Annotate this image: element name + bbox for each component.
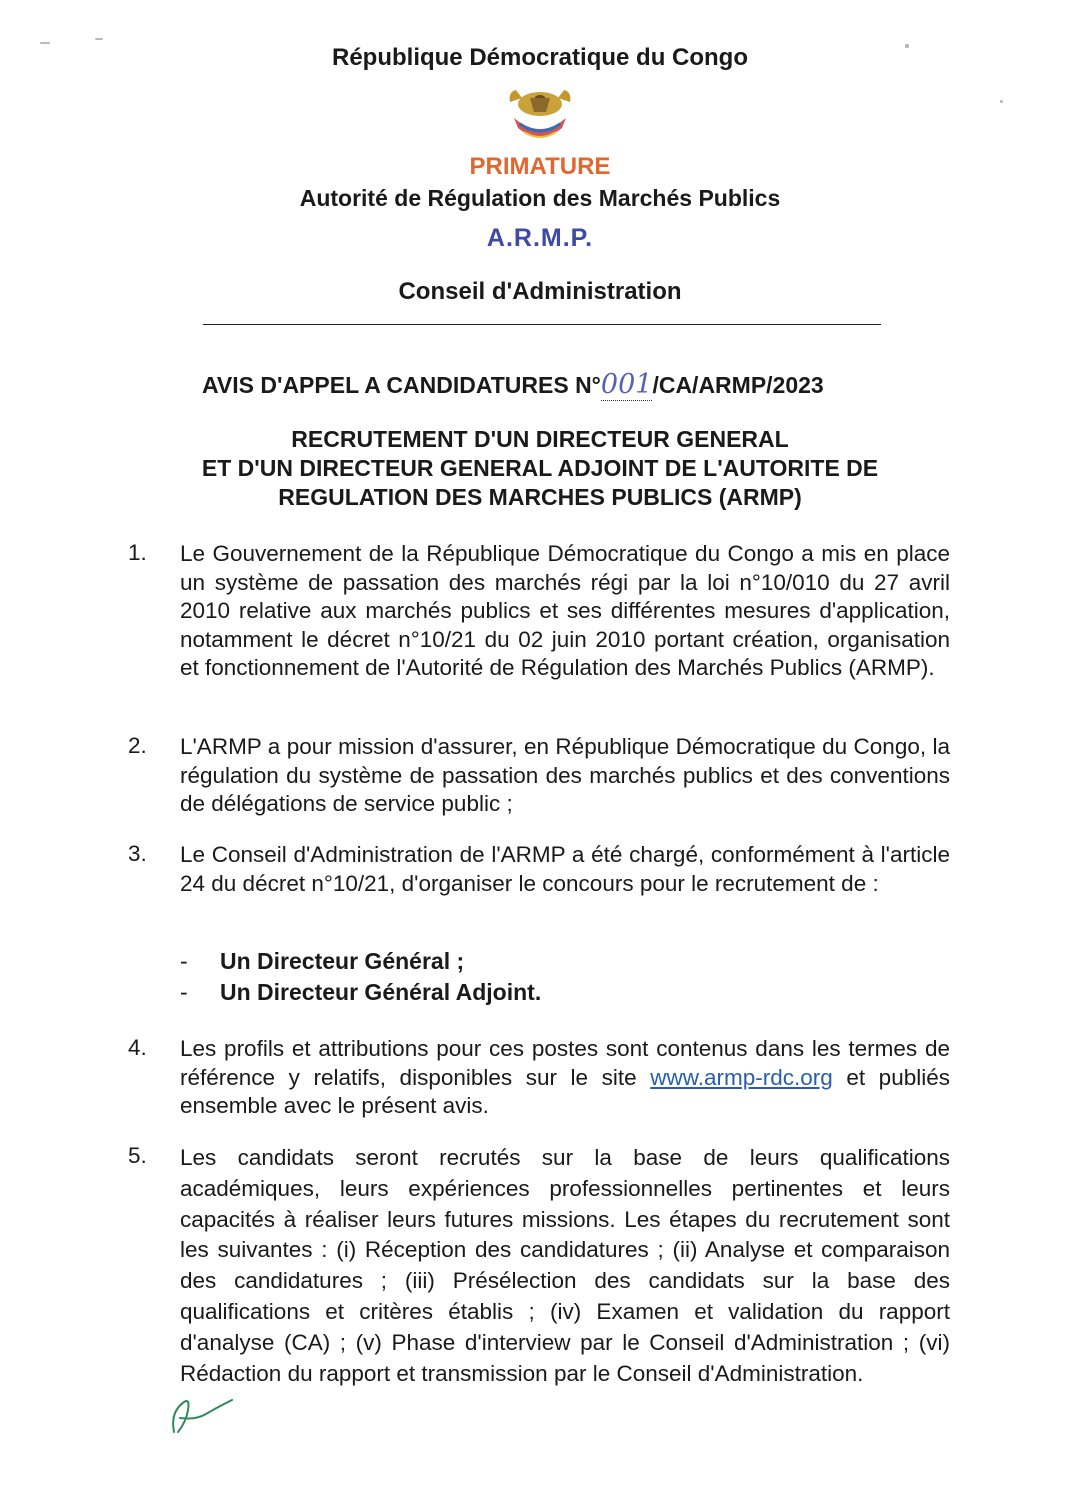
paragraph-3: Le Conseil d'Administration de l'ARMP a été chargé, conformément à l'article 24 du décret n°10/21, d'organiser le concours pour le recrutement de :	[180, 842, 950, 896]
bullet-dash: -	[180, 979, 188, 1005]
position-label: Un Directeur Général Adjoint.	[220, 979, 542, 1005]
coat-of-arms-icon	[500, 84, 580, 150]
paragraph-5: Les candidats seront recrutés sur la base de leurs qualifications académiques, leurs expériences professionnelles pertinentes et leurs capacités à réaliser leurs futures missions. Les étapes du recrutement sont les suivantes : (i) Réception des candidatures ; (ii) Analyse et comparaison des candidatures ; (iii) Présélection des candidats sur la base des qualifications et critères établis ; (iv) Examen et validation du rapport d'analyse (CA) ; (v) Phase d'interview par le Conseil d'Administration ; (vi) Rédaction du rapport et transmission par le Conseil d'Administration.	[180, 1145, 950, 1386]
paragraph-text: et publiés ensemble avec le présent avis.	[180, 1064, 950, 1118]
website-link[interactable]: www.armp-rdc.org	[650, 1064, 833, 1090]
office-heading: PRIMATURE	[469, 153, 611, 180]
paragraph-1: Le Gouvernement de la République Démocratique du Congo a mis en place un système de passation des marchés régi par la loi n°10/010 du 27 avril 2010 relative aux marchés publics et ses différentes mesures d'application, notamment le décret n°10/21 du 02 juin 2010 portant création, organisation et fonctionnement de l'Autorité de Régulation des Marchés Publics (ARMP).	[180, 541, 950, 680]
country-heading: République Démocratique du Congo	[331, 44, 748, 71]
notice-number-handwritten: 001	[600, 369, 653, 400]
position-label: Un Directeur Général ;	[220, 948, 465, 974]
subject-heading	[150, 425, 930, 512]
subject-line: RECRUTEMENT D'UN DIRECTEUR GENERAL	[291, 426, 789, 452]
paragraph-number: 5.	[128, 1143, 147, 1168]
council-heading: Conseil d'Administration	[398, 278, 682, 305]
subject-line: ET D'UN DIRECTEUR GENERAL ADJOINT DE L'AUTORITE DE	[201, 455, 879, 481]
paragraph-2: L'ARMP a pour mission d'assurer, en République Démocratique du Congo, la régulation du système de passation des marchés publics et des conventions de délégations de service public ;	[180, 734, 950, 816]
authority-heading: Autorité de Régulation des Marchés Publics	[299, 185, 781, 211]
position-item	[180, 979, 541, 1006]
bullet-dash: -	[180, 948, 188, 974]
header-divider	[203, 324, 881, 325]
handwritten-initials-icon	[166, 1392, 236, 1438]
scan-speck	[1000, 100, 1003, 103]
subject-line: REGULATION DES MARCHES PUBLICS (ARMP)	[278, 484, 802, 510]
paragraph-text: Les profils et attributions pour ces postes sont contenus dans les termes de référence y relatifs, disponibles sur le site	[180, 1036, 950, 1090]
notice-prefix: AVIS D'APPEL A CANDIDATURES N°	[202, 372, 601, 398]
paragraph-number: 1.	[128, 540, 147, 565]
paragraph-number: 4.	[128, 1035, 147, 1060]
paragraph-number: 3.	[128, 841, 147, 866]
scan-speck	[95, 38, 103, 40]
position-item	[180, 948, 464, 975]
paragraph-4	[180, 1035, 950, 1121]
notice-suffix: /CA/ARMP/2023	[652, 372, 824, 398]
paragraph-number: 2.	[128, 733, 147, 758]
acronym-heading: A.R.M.P.	[486, 224, 594, 252]
notice-title	[202, 369, 824, 400]
